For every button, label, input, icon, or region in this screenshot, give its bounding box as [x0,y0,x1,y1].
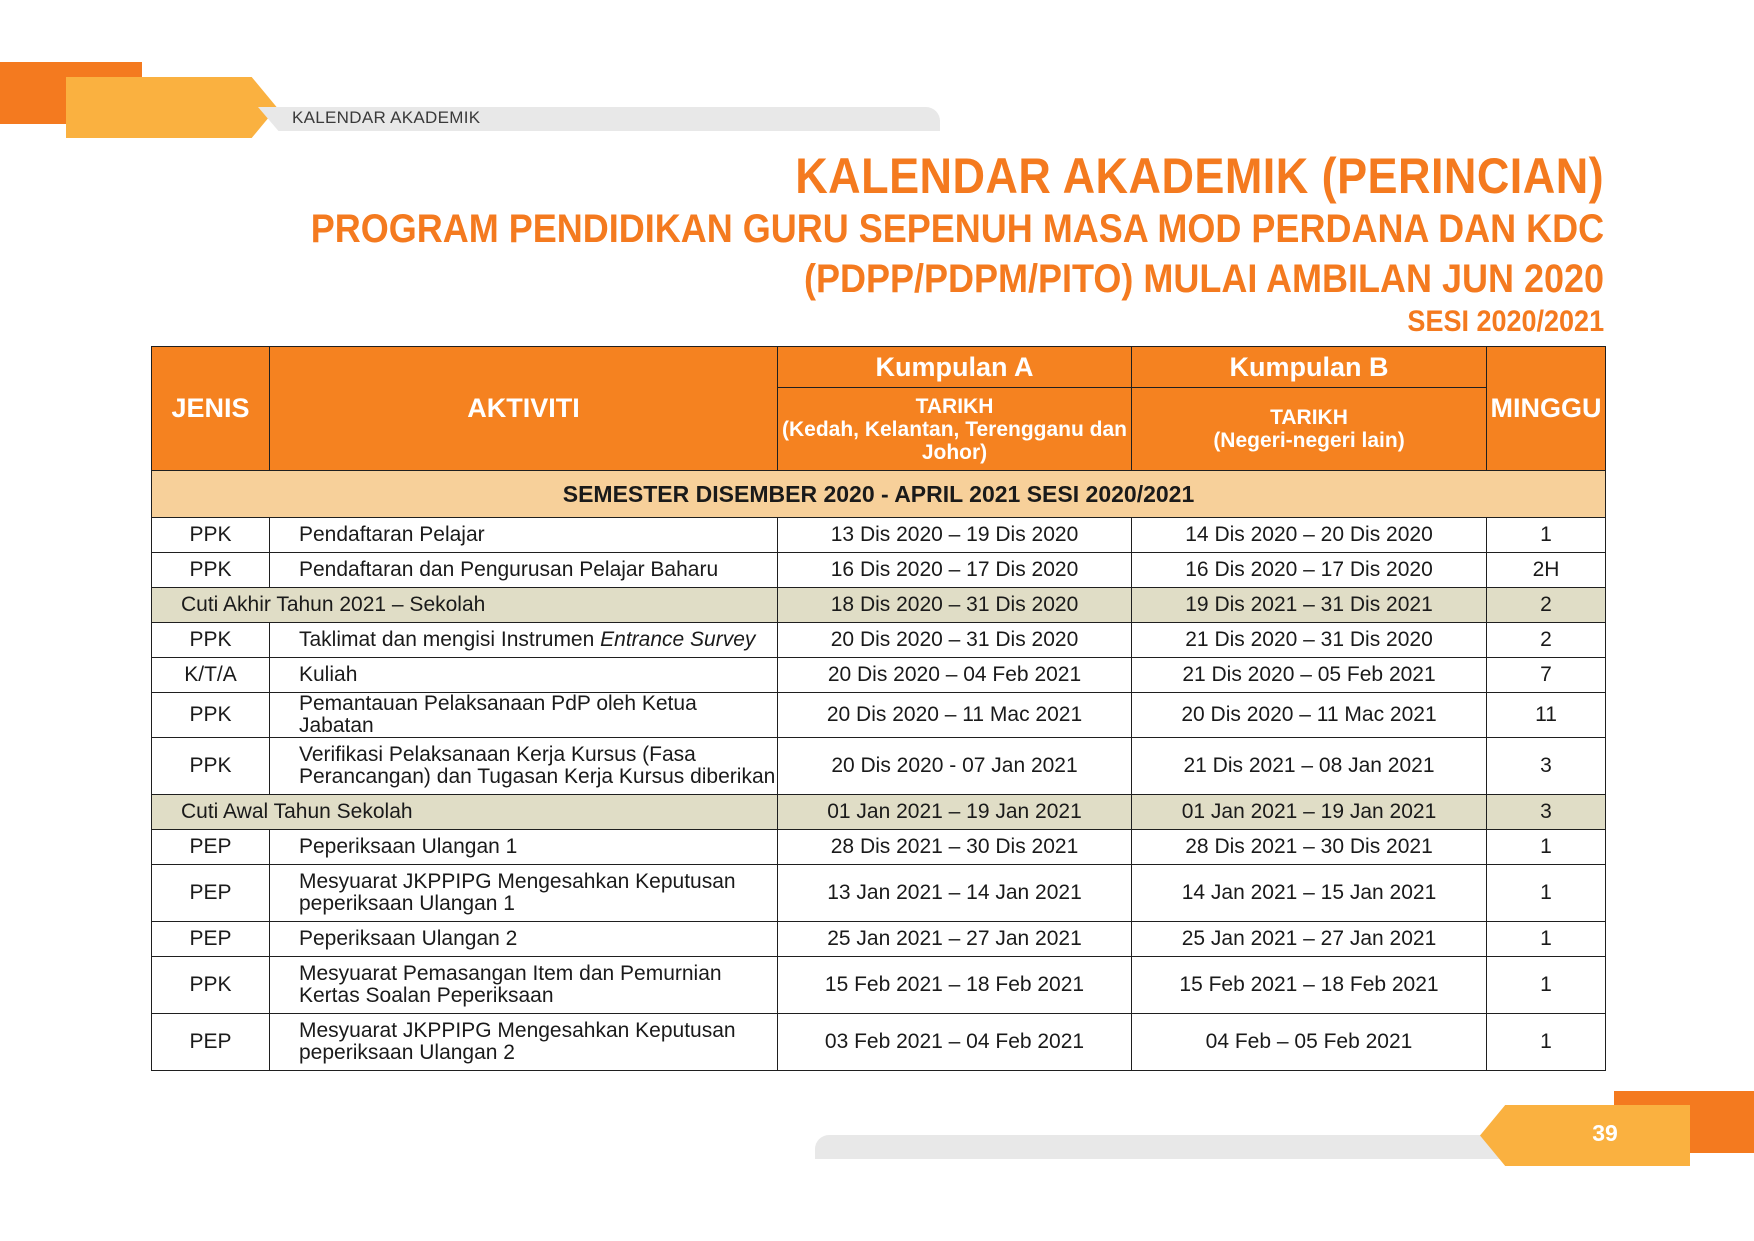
table-row [152,658,1606,693]
cell-date-b: 16 Dis 2020 – 17 Dis 2020 [1132,553,1487,588]
header-jenis: JENIS [152,347,270,471]
cell-aktiviti: Peperiksaan Ulangan 2 [270,922,778,957]
table-row [152,553,1606,588]
cell-minggu: 3 [1487,738,1606,795]
footer-bar [815,1135,1515,1159]
cell-aktiviti: Verifikasi Pelaksanaan Kerja Kursus (Fasa Perancangan) dan Tugasan Kerja Kursus diberikan [270,738,778,795]
cell-date-a: 20 Dis 2020 - 07 Jan 2021 [778,738,1132,795]
aktiviti-text: Taklimat dan mengisi Instrumen [299,628,601,651]
table-row [152,865,1606,922]
cell-aktiviti: Mesyuarat JKPPIPG Mengesahkan Keputusan peperiksaan Ulangan 1 [270,865,778,922]
header-minggu: MINGGU [1487,347,1606,471]
header-tarikh-a-region: (Kedah, Kelantan, Terengganu dan Johor) [782,417,1127,464]
cell-aktiviti: Pendaftaran Pelajar [270,518,778,553]
cell-minggu: 7 [1487,658,1606,693]
page-title: KALENDAR AKADEMIK (PERINCIAN) [795,148,1604,204]
cell-holiday-label: Cuti Awal Tahun Sekolah [152,795,778,830]
cell-date-b: 19 Dis 2021 – 31 Dis 2021 [1132,588,1487,623]
page-subtitle-line-1: PROGRAM PENDIDIKAN GURU SEPENUH MASA MOD PERDANA DAN KDC [310,207,1604,251]
semester-heading: SEMESTER DISEMBER 2020 - APRIL 2021 SESI 2020/2021 [152,471,1606,518]
session-label: SESI 2020/2021 [1407,305,1604,338]
cell-date-a: 25 Jan 2021 – 27 Jan 2021 [778,922,1132,957]
cell-date-a: 18 Dis 2020 – 31 Dis 2020 [778,588,1132,623]
table-row [152,623,1606,658]
cell-minggu: 1 [1487,830,1606,865]
cell-minggu: 2 [1487,623,1606,658]
page-number: 39 [1592,1120,1618,1146]
cell-date-a: 13 Dis 2020 – 19 Dis 2020 [778,518,1132,553]
table-row [152,922,1606,957]
cell-date-a: 20 Dis 2020 – 31 Dis 2020 [778,623,1132,658]
cell-jenis: PPK [152,957,270,1014]
header-aktiviti: AKTIVITI [270,347,778,471]
cell-minggu: 1 [1487,1014,1606,1071]
cell-date-b: 14 Dis 2020 – 20 Dis 2020 [1132,518,1487,553]
cell-date-b: 25 Jan 2021 – 27 Jan 2021 [1132,922,1487,957]
cell-jenis: PPK [152,738,270,795]
cell-minggu: 1 [1487,518,1606,553]
cell-jenis: PPK [152,693,270,738]
cell-minggu: 1 [1487,865,1606,922]
cell-aktiviti: Mesyuarat JKPPIPG Mengesahkan Keputusan peperiksaan Ulangan 2 [270,1014,778,1071]
cell-jenis: PEP [152,922,270,957]
cell-minggu: 1 [1487,957,1606,1014]
cell-jenis: PPK [152,623,270,658]
cell-minggu: 11 [1487,693,1606,738]
holiday-row [152,588,1606,623]
table-row [152,1014,1606,1071]
header-tarikh-b-title: TARIKH [1270,406,1348,429]
cell-aktiviti: Pendaftaran dan Pengurusan Pelajar Baharu [270,553,778,588]
header-kumpulan-a: Kumpulan A [778,347,1132,388]
cell-minggu: 2H [1487,553,1606,588]
header-tarikh-a-title: TARIKH [915,394,994,418]
page-subtitle-line-2: (PDPP/PDPM/PITO) MULAI AMBILAN JUN 2020 [803,257,1604,301]
cell-aktiviti: Pemantauan Pelaksanaan PdP oleh Ketua Jabatan [270,693,778,738]
cell-date-b: 21 Dis 2021 – 08 Jan 2021 [1132,738,1487,795]
table-row [152,957,1606,1014]
cell-date-b: 01 Jan 2021 – 19 Jan 2021 [1132,795,1487,830]
holiday-row [152,795,1606,830]
cell-jenis: PPK [152,518,270,553]
cell-date-b: 15 Feb 2021 – 18 Feb 2021 [1132,957,1487,1014]
header-tarikh-b [1132,388,1487,471]
cell-date-a: 20 Dis 2020 – 04 Feb 2021 [778,658,1132,693]
cell-date-a: 16 Dis 2020 – 17 Dis 2020 [778,553,1132,588]
header-tarikh-a [778,388,1132,471]
table-row [152,738,1606,795]
cell-aktiviti: Kuliah [270,658,778,693]
calendar-table [151,346,1606,1071]
cell-aktiviti: Mesyuarat Pemasangan Item dan Pemurnian Kertas Soalan Peperiksaan [270,957,778,1014]
cell-jenis: PPK [152,553,270,588]
cell-date-a: 20 Dis 2020 – 11 Mac 2021 [778,693,1132,738]
table-row [152,693,1606,738]
cell-date-b: 04 Feb – 05 Feb 2021 [1132,1014,1487,1071]
cell-jenis: PEP [152,1014,270,1071]
cell-jenis: K/T/A [152,658,270,693]
cell-holiday-label: Cuti Akhir Tahun 2021 – Sekolah [152,588,778,623]
cell-jenis: PEP [152,865,270,922]
cell-date-a: 28 Dis 2021 – 30 Dis 2021 [778,830,1132,865]
header-accent-light [66,77,277,138]
cell-date-b: 21 Dis 2020 – 05 Feb 2021 [1132,658,1487,693]
cell-date-a: 03 Feb 2021 – 04 Feb 2021 [778,1014,1132,1071]
cell-minggu: 3 [1487,795,1606,830]
table-row [152,830,1606,865]
aktiviti-italic-text: Entrance Survey [600,628,756,651]
cell-aktiviti [270,623,778,658]
cell-minggu: 2 [1487,588,1606,623]
section-label: KALENDAR AKADEMIK [292,108,481,127]
cell-aktiviti: Peperiksaan Ulangan 1 [270,830,778,865]
cell-minggu: 1 [1487,922,1606,957]
cell-jenis: PEP [152,830,270,865]
cell-date-a: 13 Jan 2021 – 14 Jan 2021 [778,865,1132,922]
header-kumpulan-b: Kumpulan B [1132,347,1487,388]
cell-date-b: 20 Dis 2020 – 11 Mac 2021 [1132,693,1487,738]
title-block [311,148,1604,340]
cell-date-b: 28 Dis 2021 – 30 Dis 2021 [1132,830,1487,865]
cell-date-a: 01 Jan 2021 – 19 Jan 2021 [778,795,1132,830]
header-tarikh-b-region: (Negeri-negeri lain) [1213,429,1405,452]
cell-date-b: 21 Dis 2020 – 31 Dis 2020 [1132,623,1487,658]
table-row [152,518,1606,553]
cell-date-a: 15 Feb 2021 – 18 Feb 2021 [778,957,1132,1014]
cell-date-b: 14 Jan 2021 – 15 Jan 2021 [1132,865,1487,922]
